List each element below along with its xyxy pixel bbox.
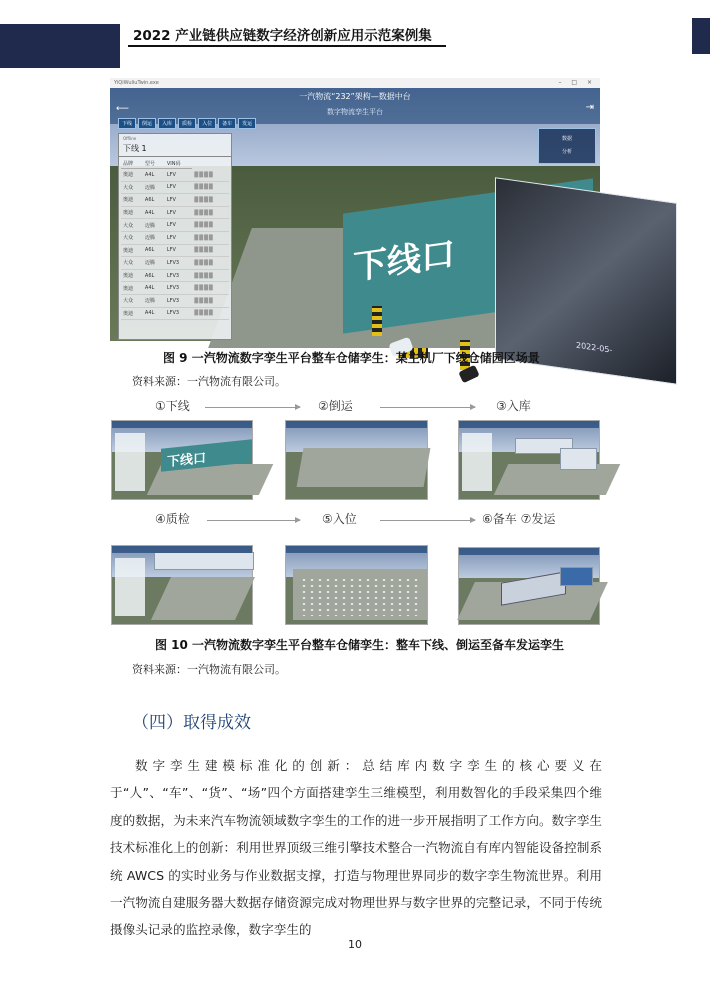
- nav-item: 倒运: [138, 118, 156, 129]
- redacted-vin: ████: [192, 206, 229, 219]
- redacted-vin: ████: [192, 294, 229, 307]
- step-label: ④质检: [155, 512, 190, 526]
- table-cell: 迈腾: [143, 219, 165, 232]
- step-arrow: [380, 520, 475, 521]
- table-cell: 奥迪: [121, 307, 143, 320]
- photo-timestamp: 2022-05-: [576, 340, 613, 355]
- redacted-vin: ████: [192, 169, 229, 182]
- table-cell: A6L: [143, 244, 165, 257]
- figure-9-source: 资料来源：一汽物流有限公司。: [132, 375, 286, 388]
- body-paragraph: [110, 752, 602, 944]
- table-cell: LFV: [165, 206, 193, 219]
- table-cell: LFV3: [165, 282, 193, 295]
- step-label: ①下线: [155, 399, 190, 413]
- table-cell: A4L: [143, 282, 165, 295]
- table-cell: A4L: [143, 206, 165, 219]
- redacted-vin: ████: [192, 307, 229, 320]
- redacted-vin: ████: [192, 194, 229, 207]
- header-bar-left: [0, 24, 120, 68]
- redacted-vin: ████: [192, 231, 229, 244]
- step-arrow: [205, 407, 300, 408]
- vehicle-list-panel: [118, 133, 232, 340]
- figure-9-caption: 图 9 一汽物流数字孪生平台整车仓储孪生：某主机厂下线仓储园区场景: [163, 351, 540, 365]
- table-cell: 大众: [121, 294, 143, 307]
- table-cell: 大众: [121, 257, 143, 270]
- step-arrow: [207, 520, 300, 521]
- app-subtitle: 数字物流孪生平台: [327, 108, 383, 116]
- table-cell: 迈腾: [143, 231, 165, 244]
- step-thumbnail-inspection: [111, 545, 253, 625]
- table-cell: A6L: [143, 194, 165, 207]
- nav-item: 入位: [198, 118, 216, 129]
- header-bar-right: [692, 18, 710, 54]
- figure-10-caption: 图 10 一汽物流数字孪生平台整车仓储孪生：整车下线、倒运至备车发运孪生: [155, 638, 565, 652]
- table-cell: 迈腾: [143, 181, 165, 194]
- table-cell: LFV: [165, 244, 193, 257]
- table-cell: LFV: [165, 219, 193, 232]
- column-header: 品牌: [121, 159, 143, 169]
- step-label: ③入库: [496, 399, 531, 413]
- step-arrow: [380, 407, 475, 408]
- table-cell: 奥迪: [121, 194, 143, 207]
- header-underline: [128, 45, 446, 47]
- table-row: [121, 257, 229, 270]
- nav-item: 质检: [178, 118, 196, 129]
- back-arrow-icon: ⟵: [116, 104, 129, 114]
- table-cell: A4L: [143, 307, 165, 320]
- paragraph-text: 数字孪生建模标准化的创新：总结库内数字孪生的核心要义在于“人”、“车”、“货”、“场”四个方面搭建孪生三维模型，利用数智化的手段采集四个维度的数据，为未来汽车物流领域数字孪生的工作的进一步开展指明了工作方向。数字孪生技术标准化上的创新：利用世界顶级三维引擎技术整合一汽物流自有库内智能设备控制系统 AWCS 的实时业务与作业数据支撑，打造与物理世界同步的数字孪生物流世界。利用一汽物流自建服务器大数据存储资源完成对物理世界与数字世界的完整记录，不同于传统摄像头记录的监控录像，数字孪生的: [110, 758, 602, 938]
- table-cell: 大众: [121, 231, 143, 244]
- table-cell: LFV: [165, 181, 193, 194]
- table-row: [121, 219, 229, 232]
- step-label: ②倒运: [318, 399, 353, 413]
- step-thumbnail-parking: [285, 545, 428, 625]
- figure-9-screenshot: [110, 78, 613, 355]
- table-header-row: [121, 159, 229, 169]
- table-cell: 大众: [121, 219, 143, 232]
- redacted-vin: ████: [192, 282, 229, 295]
- table-cell: 迈腾: [143, 294, 165, 307]
- step-thumbnail-offline: [111, 420, 253, 500]
- table-cell: 奥迪: [121, 169, 143, 182]
- redacted-vin: ████: [192, 181, 229, 194]
- table-cell: 奥迪: [121, 282, 143, 295]
- step-thumbnail-dispatch: [458, 547, 600, 625]
- step-label: ⑤入位: [322, 512, 357, 526]
- table-cell: A4L: [143, 169, 165, 182]
- table-row: [121, 294, 229, 307]
- table-row: [121, 206, 229, 219]
- running-header-title: 2022 产业链供应链数字经济创新应用示范案例集: [133, 28, 432, 44]
- nav-item: 备车: [218, 118, 236, 129]
- nav-item: 下线: [118, 118, 136, 129]
- window-title: YiQiWuliuTwin.exe: [114, 80, 159, 86]
- panel-small-label: Offline: [123, 136, 137, 141]
- right-panel: [538, 128, 596, 164]
- app-title: 一汽物流“232”架构—数据中台: [299, 92, 411, 101]
- table-cell: LFV3: [165, 269, 193, 282]
- step-thumbnail-warehousing: [458, 420, 600, 500]
- table-cell: 奥迪: [121, 269, 143, 282]
- table-row: [121, 231, 229, 244]
- barrier-pole: [372, 306, 382, 336]
- table-cell: LFV: [165, 231, 193, 244]
- table-cell: 迈腾: [143, 257, 165, 270]
- table-row: [121, 307, 229, 320]
- section-heading: （四）取得成效: [132, 713, 251, 733]
- right-panel-item: 数据: [561, 136, 572, 142]
- page-number: 10: [348, 938, 362, 951]
- vehicle-table: [121, 159, 229, 320]
- table-cell: A6L: [143, 269, 165, 282]
- nav-item: 发运: [238, 118, 256, 129]
- table-cell: 奥迪: [121, 244, 143, 257]
- table-cell: LFV3: [165, 307, 193, 320]
- step-label: ⑥备车 ⑦发运: [482, 512, 556, 526]
- table-row: [121, 169, 229, 182]
- table-row: [121, 282, 229, 295]
- redacted-vin: ████: [192, 244, 229, 257]
- right-panel-item: 分析: [561, 149, 572, 155]
- billboard-text: 下线口: [353, 233, 455, 289]
- redacted-vin: ████: [192, 219, 229, 232]
- panel-title: 下线 1: [119, 141, 231, 157]
- table-cell: LFV3: [165, 294, 193, 307]
- window-controls: – □ ×: [558, 79, 596, 86]
- table-row: [121, 244, 229, 257]
- figure-10-source: 资料来源：一汽物流有限公司。: [132, 663, 286, 676]
- table-row: [121, 194, 229, 207]
- table-cell: LFV: [165, 194, 193, 207]
- app-nav: [118, 118, 256, 129]
- column-header: VIN码: [165, 159, 193, 169]
- nav-item: 入库: [158, 118, 176, 129]
- redacted-vin: ████: [192, 269, 229, 282]
- thumb-billboard-text: 下线口: [167, 451, 207, 471]
- table-cell: LFV3: [165, 257, 193, 270]
- table-row: [121, 181, 229, 194]
- column-header: 型号: [143, 159, 165, 169]
- window-titlebar: [110, 78, 600, 88]
- redacted-vin: ████: [192, 257, 229, 270]
- table-cell: 大众: [121, 181, 143, 194]
- table-row: [121, 269, 229, 282]
- step-thumbnail-transfer: [285, 420, 428, 500]
- table-cell: LFV: [165, 169, 193, 182]
- table-cell: 奥迪: [121, 206, 143, 219]
- exit-icon: ⇥: [585, 102, 594, 113]
